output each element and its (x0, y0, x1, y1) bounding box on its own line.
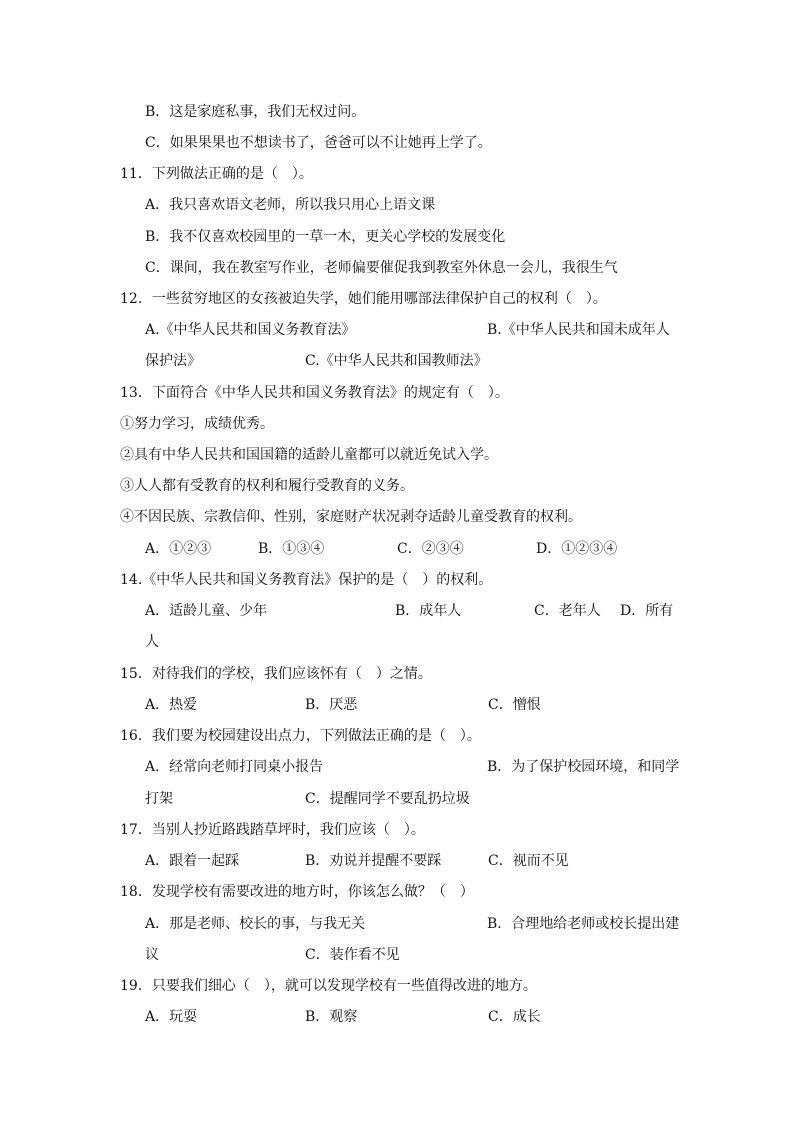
q10-option-b: B．这是家庭私事，我们无权过问。 (145, 104, 366, 120)
q19-stem: 19．只要我们细心（ ），就可以发现学校有一些值得改进的地方。 (120, 978, 537, 994)
q16-stem: 16．我们要为校园建设出点力，下列做法正确的是（ ）。 (120, 728, 481, 744)
q16-option-a: A．经常向老师打同桌小报告 (145, 759, 324, 775)
q17-option-b: B．劝说并提醒不要踩 (305, 853, 442, 869)
q15-option-a: A．热爱 (145, 697, 198, 713)
q13-item-3: ③人人都有受教育的权利和履行受教育的义务。 (120, 478, 414, 494)
q12-option-b-cont: 保护法》 (145, 353, 201, 369)
q13-item-2: ②具有中华人民共和国国籍的适龄儿童都可以就近免试入学。 (120, 447, 498, 463)
q14-option-b: B．成年人 (395, 603, 462, 619)
q14-option-a: A．适龄儿童、少年 (145, 603, 268, 619)
q12-stem: 12．一些贫穷地区的女孩被迫失学，她们能用哪部法律保护自己的权利（ ）。 (120, 291, 607, 307)
q19-option-b: B．观察 (305, 1009, 358, 1025)
q11-stem: 11．下列做法正确的是（ ）。 (120, 166, 313, 182)
q14-option-d: D．所有 (620, 603, 674, 619)
q18-stem: 18．发现学校有需要改进的地方时，你该怎么做？（ ） (120, 884, 474, 900)
q11-option-b: B．我不仅喜欢校园里的一草一木，更关心学校的发展变化 (145, 229, 506, 245)
q14-option-d-cont: 人 (145, 634, 159, 650)
q17-stem: 17．当别人抄近路践踏草坪时，我们应该（ ）。 (120, 822, 425, 838)
q16-option-b-cont: 打架 (145, 791, 173, 807)
q12-option-a: A.《中华人民共和国义务教育法》 (145, 322, 356, 338)
q17-option-a: A．跟着一起踩 (145, 853, 240, 869)
q18-option-b-cont: 议 (145, 947, 159, 963)
q11-option-a: A．我只喜欢语文老师，所以我只用心上语文课 (145, 197, 436, 213)
q14-option-c: C．老年人 (534, 603, 601, 619)
q18-option-b: B．合理地给老师或校长提出建 (487, 916, 680, 932)
q13-item-1: ①努力学习，成绩优秀。 (120, 416, 274, 432)
q16-option-b: B．为了保护校园环境，和同学 (487, 759, 680, 775)
q18-option-c: C．装作看不见 (305, 947, 400, 963)
q19-option-a: A．玩耍 (145, 1009, 198, 1025)
q19-option-c: C．成长 (488, 1009, 541, 1025)
q12-option-c: C.《中华人民共和国教师法》 (305, 353, 488, 369)
q13-option-d: D．①②③④ (536, 541, 618, 557)
q16-option-c: C．提醒同学不要乱扔垃圾 (305, 791, 470, 807)
q15-option-c: C．憎恨 (488, 697, 541, 713)
q11-option-c: C．课间，我在教室写作业，老师偏要催促我到教室外休息一会儿，我很生气 (145, 260, 618, 276)
q18-option-a: A．那是老师、校长的事，与我无关 (145, 916, 366, 932)
q13-option-c: C．②③④ (397, 541, 464, 557)
q13-stem: 13．下面符合《中华人民共和国义务教育法》的规定有（ ）。 (120, 385, 509, 401)
q14-stem: 14.《中华人民共和国义务教育法》保护的是（ ）的权利。 (120, 572, 493, 588)
q13-item-4: ④不因民族、宗教信仰、性别，家庭财产状况剥夺适龄儿童受教育的权利。 (120, 509, 582, 525)
q17-option-c: C．视而不见 (488, 853, 569, 869)
q15-stem: 15．对待我们的学校，我们应该怀有（ ）之情。 (120, 666, 432, 682)
q13-option-a: A．①②③ (145, 541, 212, 557)
q10-option-c: C．如果果果也不想读书了，爸爸可以不让她再上学了。 (145, 135, 492, 151)
q12-option-b: B.《中华人民共和国未成年人 (487, 322, 670, 338)
q15-option-b: B．厌恶 (305, 697, 358, 713)
q13-option-b: B．①③④ (258, 541, 325, 557)
